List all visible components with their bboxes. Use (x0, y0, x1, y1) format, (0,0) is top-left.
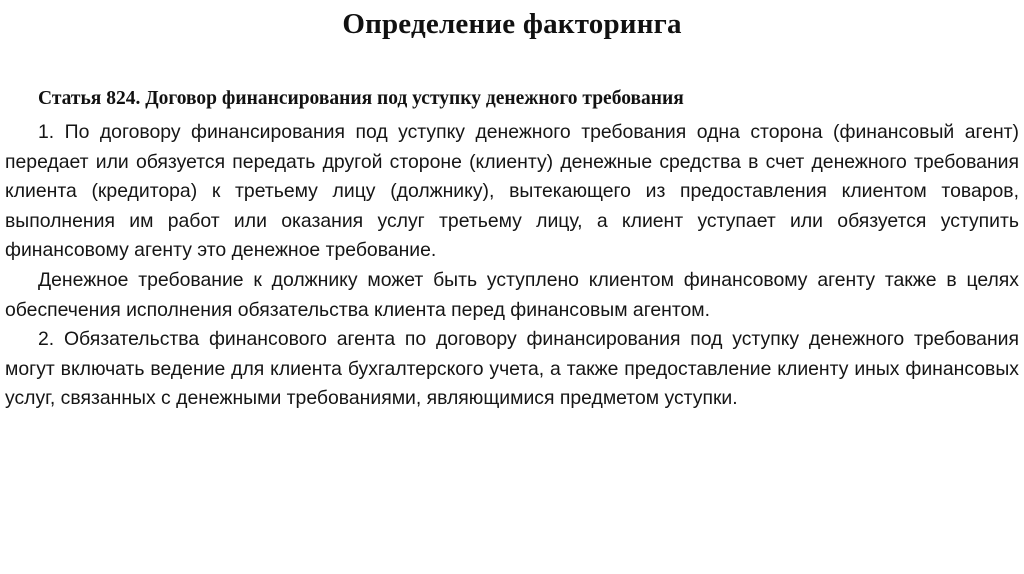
slide-title: Определение факторинга (342, 8, 682, 40)
paragraph-1: 1. По договору финансирования под уступку денежного требования одна сторона (финансовый агент) передает или обязуется передать другой стороне (клиенту) денежные средства в счет денежного требования клиента (кредитора) к третьему лицу (должнику), вытекающего из предоставления клиентом товаров, выполнения им работ или оказания услуг третьему лицу, а клиент уступает или обязуется уступить финансовому агенту это денежное требование. (5, 121, 1019, 262)
paragraph-3: 2. Обязательства финансового агента по договору финансирования под уступку денежного требования могут включать ведение для клиента бухгалтерского учета, а также предоставление клиенту иных финансовых услуг, связанных с денежными требованиями, являющимися предметом уступки. (5, 328, 1019, 410)
article-heading: Статья 824. Договор финансирования под уступку денежного требования (38, 88, 684, 109)
article-body (5, 118, 1019, 414)
paragraph-2: Денежное требование к должнику может быть уступлено клиентом финансовому агенту также в целях обеспечения исполнения обязательства клиента перед финансовым агентом. (5, 268, 1019, 321)
